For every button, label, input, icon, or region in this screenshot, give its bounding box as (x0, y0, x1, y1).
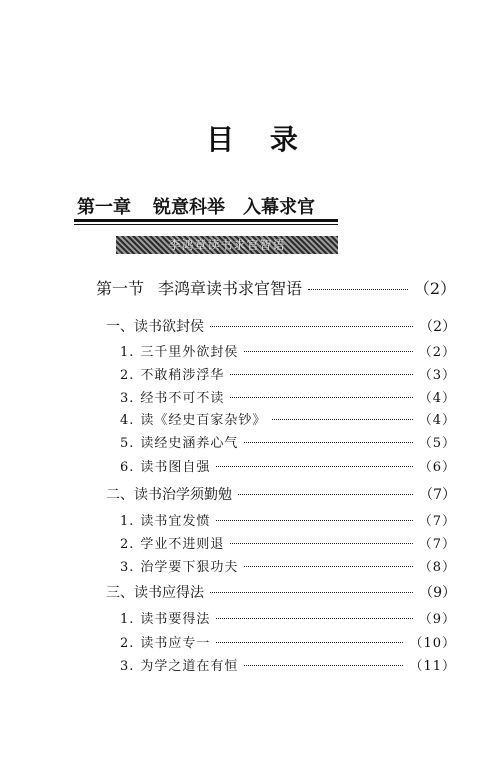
toc-section-page: （2） (413, 279, 456, 298)
toc-item-number: 2. (120, 368, 135, 383)
toc-item[interactable] (120, 341, 456, 360)
leader-dots (216, 617, 412, 619)
toc-item[interactable] (120, 632, 456, 651)
toc-item-text: 读经史涵养心气 (140, 436, 239, 451)
toc-item-text: 学业不进则退 (140, 537, 225, 552)
toc-item-number: 3. (120, 659, 135, 674)
toc-item-page: （4） (418, 391, 456, 406)
toc-group-3[interactable] (106, 582, 456, 602)
toc-section-label (96, 276, 302, 299)
toc-item-page: （10） (409, 636, 456, 651)
toc-item-text: 读《经史百家杂钞》 (140, 413, 267, 428)
toc-item-text: 治学要下狠功夫 (140, 560, 239, 575)
toc-item[interactable] (120, 364, 456, 383)
chapter-number: 第一章 (77, 197, 131, 218)
leader-dots (216, 465, 412, 467)
chapter-rule-thick (74, 219, 338, 222)
toc-item[interactable] (120, 533, 456, 552)
toc-group-page: （2） (419, 319, 456, 335)
toc-item-number: 6. (120, 460, 135, 475)
chapter-rule-thin (74, 224, 338, 225)
toc-item-number: 3. (120, 560, 135, 575)
toc-item-page: （9） (418, 612, 456, 627)
toc-group-title: 一、读书欲封侯 (106, 319, 204, 335)
toc-item-text: 读书宜发愤 (140, 514, 211, 529)
toc-item-text: 不敢稍涉浮华 (140, 368, 225, 383)
toc-section-number: 第一节 (96, 279, 145, 298)
toc-item[interactable] (120, 432, 456, 451)
leader-dots (244, 441, 412, 443)
toc-section-1[interactable] (96, 276, 456, 299)
chapter-title-a: 锐意科举 (153, 197, 225, 218)
toc-item-text: 经书不可不读 (140, 391, 225, 406)
toc-item-text: 读书应专一 (140, 636, 211, 651)
leader-dots (244, 350, 412, 352)
toc-group-1[interactable] (106, 316, 456, 336)
toc-item-text: 为学之道在有恒 (140, 659, 239, 674)
leader-dots (210, 325, 413, 327)
toc-item-number: 1. (120, 612, 135, 627)
toc-item-number: 5. (120, 436, 135, 451)
leader-dots (244, 664, 403, 666)
toc-item-text: 读书要得法 (140, 612, 211, 627)
toc-item[interactable] (120, 387, 456, 406)
toc-item-page: （7） (418, 537, 456, 552)
toc-item-number: 1. (120, 345, 135, 360)
toc-item-number: 3. (120, 391, 135, 406)
toc-item-page: （11） (409, 659, 456, 674)
toc-item[interactable] (120, 510, 456, 529)
leader-dots (272, 418, 412, 420)
leader-dots (244, 565, 412, 567)
toc-group-2[interactable] (106, 484, 456, 504)
chapter-title-b: 入幕求官 (243, 197, 315, 218)
toc-group-title: 三、读书应得法 (106, 585, 204, 601)
toc-item-page: （3） (418, 368, 456, 383)
toc-item-page: （2） (418, 345, 456, 360)
section-banner: 李鸿章读书求官智语 (116, 236, 338, 254)
toc-item-number: 1. (120, 514, 135, 529)
toc-item-page: （5） (418, 436, 456, 451)
toc-item-page: （4） (418, 413, 456, 428)
toc-item-number: 2. (120, 537, 135, 552)
leader-dots (216, 519, 412, 521)
toc-item[interactable] (120, 655, 456, 674)
toc-item-number: 4. (120, 413, 135, 428)
toc-item[interactable] (120, 456, 456, 475)
toc-group-page: （9） (419, 585, 456, 601)
chapter-heading (77, 193, 315, 219)
toc-item-number: 2. (120, 636, 135, 651)
leader-dots (230, 542, 412, 544)
toc-item[interactable] (120, 556, 456, 575)
leader-dots (210, 591, 413, 593)
toc-group-title: 二、读书治学须勤勉 (106, 487, 232, 503)
title-char-1: 目 (206, 123, 235, 156)
toc-item-page: （8） (418, 560, 456, 575)
leader-dots (230, 396, 412, 398)
toc-item-page: （6） (418, 460, 456, 475)
toc-item-text: 三千里外欲封侯 (140, 345, 239, 360)
toc-item[interactable] (120, 409, 456, 428)
title-char-2: 录 (269, 123, 298, 156)
toc-item[interactable] (120, 608, 456, 627)
toc-item-page: （7） (418, 514, 456, 529)
page-title (0, 118, 504, 158)
toc-section-title: 李鸿章读书求官智语 (158, 279, 303, 298)
leader-dots (216, 641, 403, 643)
toc-group-page: （7） (419, 487, 456, 503)
leader-dots (308, 288, 408, 290)
toc-item-text: 读书图自强 (140, 460, 211, 475)
leader-dots (238, 493, 413, 495)
leader-dots (230, 373, 412, 375)
